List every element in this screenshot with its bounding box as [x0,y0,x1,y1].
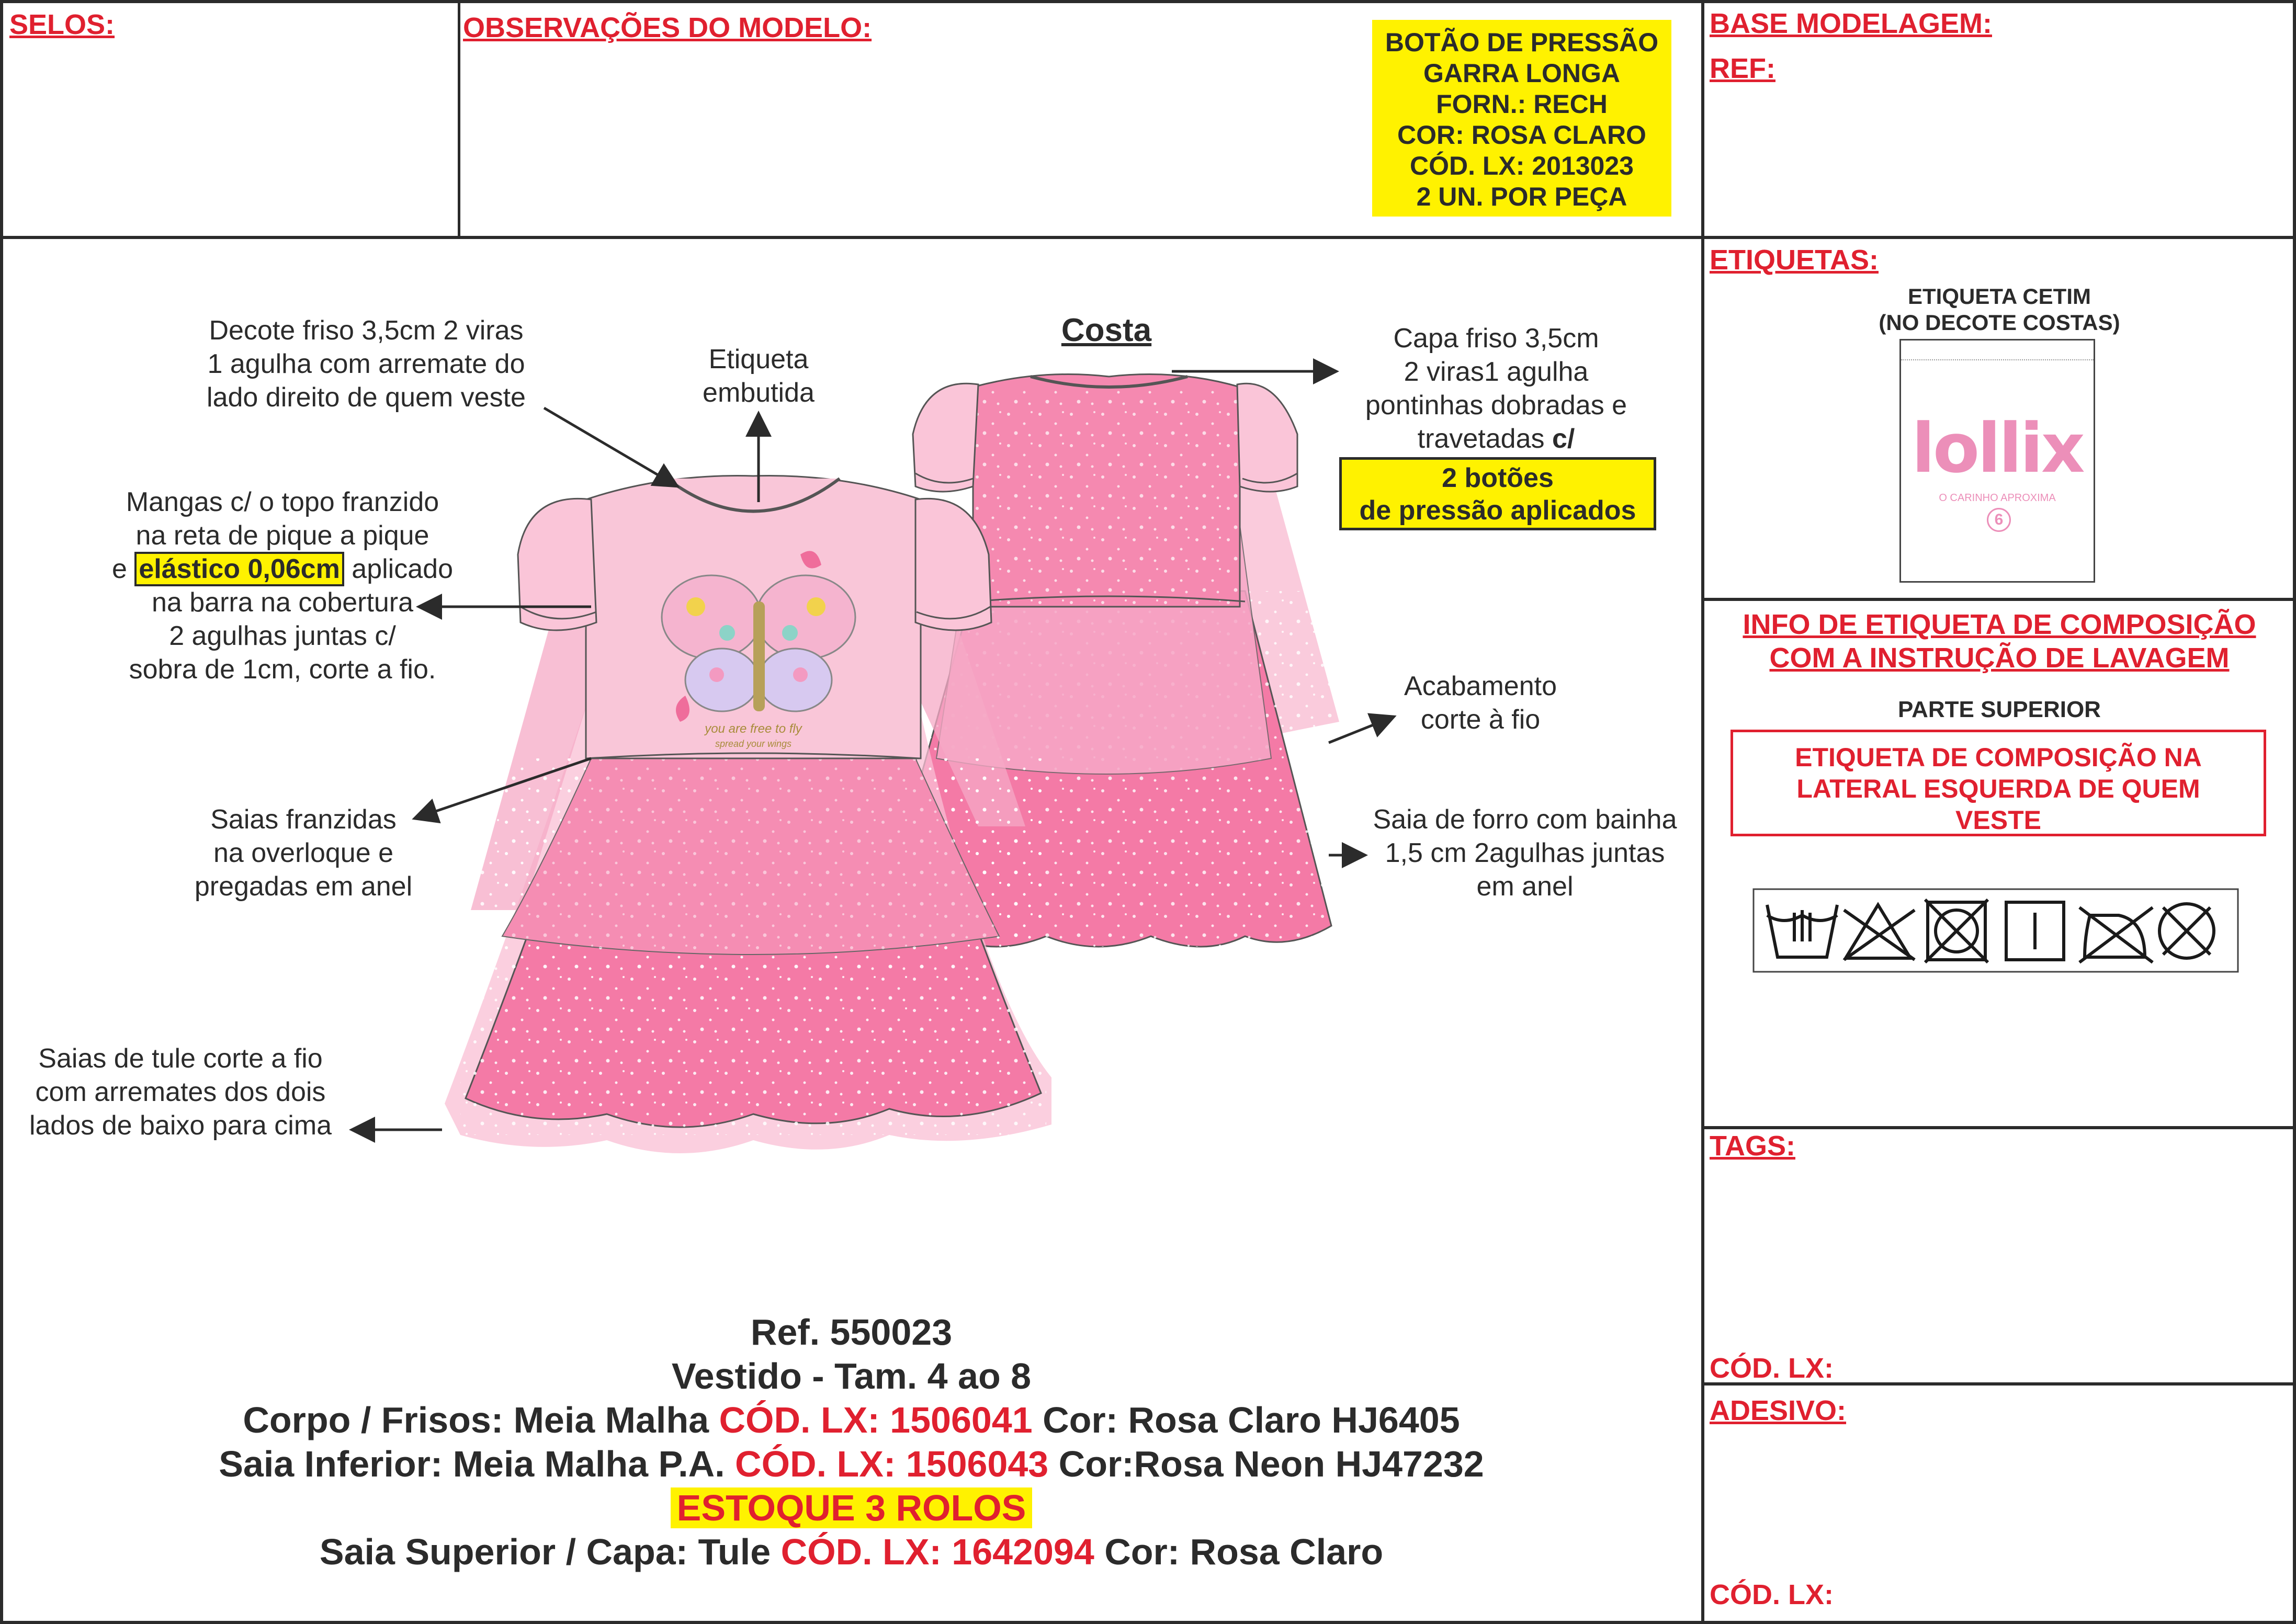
saias-tule-note: Saias de tule corte a fio com arremates dos dois lados de baixo para cima [29,1043,332,1141]
print-slogan: you are free to fly spread your wings [705,722,802,749]
label-title: ETIQUETA CETIM (NO DECOTE COSTAS) [1879,284,2120,335]
care-symbols [1754,889,2238,972]
parte-superior-label: PARTE SUPERIOR [1898,697,2101,722]
composition-location-box: ETIQUETA DE COMPOSIÇÃO NA LATERAL ESQUERDA DE QUEM VESTE [1731,730,2266,836]
selos-header: SELOS: [9,9,115,40]
saias-franzidas-note: Saias franzidas na overloque e pregadas em anel [194,804,413,902]
adesivo-cod-label: CÓD. LX: [1710,1579,1834,1610]
size-badge: 6 [1987,508,2011,532]
capa-buttons-highlight: 2 botões de pressão aplicados [1339,457,1656,530]
spec-vestido: Vestido - Tam. 4 ao 8 [671,1356,1032,1396]
back-right-sleeve [1237,383,1297,492]
spec-ref: Ref. 550023 [750,1312,953,1353]
acabamento-note: Acabamento corte à fio [1404,671,1557,735]
spec-saia-superior: Saia Superior / Capa: Tule CÓD. LX: 1642094 Cor: Rosa Claro [319,1531,1384,1572]
mangas-note: Mangas c/ o topo franzido na reta de pique a pique e elástico 0,06cm aplicado na barra na cobertura 2 agulhas juntas c/ sobra de 1cm, corte a fio. [111,487,453,685]
spec-saia-inferior: Saia Inferior: Meia Malha P.A. CÓD. LX: 1506043 Cor:Rosa Neon HJ47232 [219,1444,1484,1484]
info-composicao-header: INFO DE ETIQUETA DE COMPOSIÇÃO COM A INSTRUÇÃO DE LAVAGEM [1743,609,2256,674]
brand-logo: lollix [1912,408,2083,488]
tags-header: TAGS: [1710,1130,1795,1162]
capa-note: Capa friso 3,5cm 2 viras1 agulha pontinhas dobradas e travetadas c/ [1365,323,1627,454]
spec-estoque: ESTOQUE 3 ROLOS [0,1486,1703,1530]
back-left-sleeve [913,383,978,492]
decote-note: Decote friso 3,5cm 2 viras 1 agulha com arremate do lado direito de quem veste [207,315,526,413]
button-note: BOTÃO DE PRESSÃO GARRA LONGA FORN.: RECH COR: ROSA CLARO CÓD. LX: 2013023 2 UN. POR PEÇA [1372,20,1671,217]
adesivo-header: ADESIVO: [1710,1395,1847,1426]
costa-title: Costa [1061,312,1152,348]
ref-header: REF: [1710,53,1775,84]
front-left-sleeve [518,498,596,630]
etiquetas-header: ETIQUETAS: [1710,244,1879,276]
spec-corpo: Corpo / Frisos: Meia Malha CÓD. LX: 1506041 Cor: Rosa Claro HJ6405 [243,1400,1460,1440]
front-view-dress [445,476,1051,1153]
base-modelagem-header: BASE MODELAGEM: [1710,8,1992,39]
observacoes-header: OBSERVAÇÕES DO MODELO: [463,12,872,43]
brand-slogan: O CARINHO APROXIMA [1939,492,2056,504]
etiqueta-note: Etiqueta embutida [703,344,815,408]
tags-cod-label: CÓD. LX: [1710,1353,1834,1384]
saia-forro-note: Saia de forro com bainha 1,5 cm 2agulhas juntas em anel [1373,804,1677,902]
